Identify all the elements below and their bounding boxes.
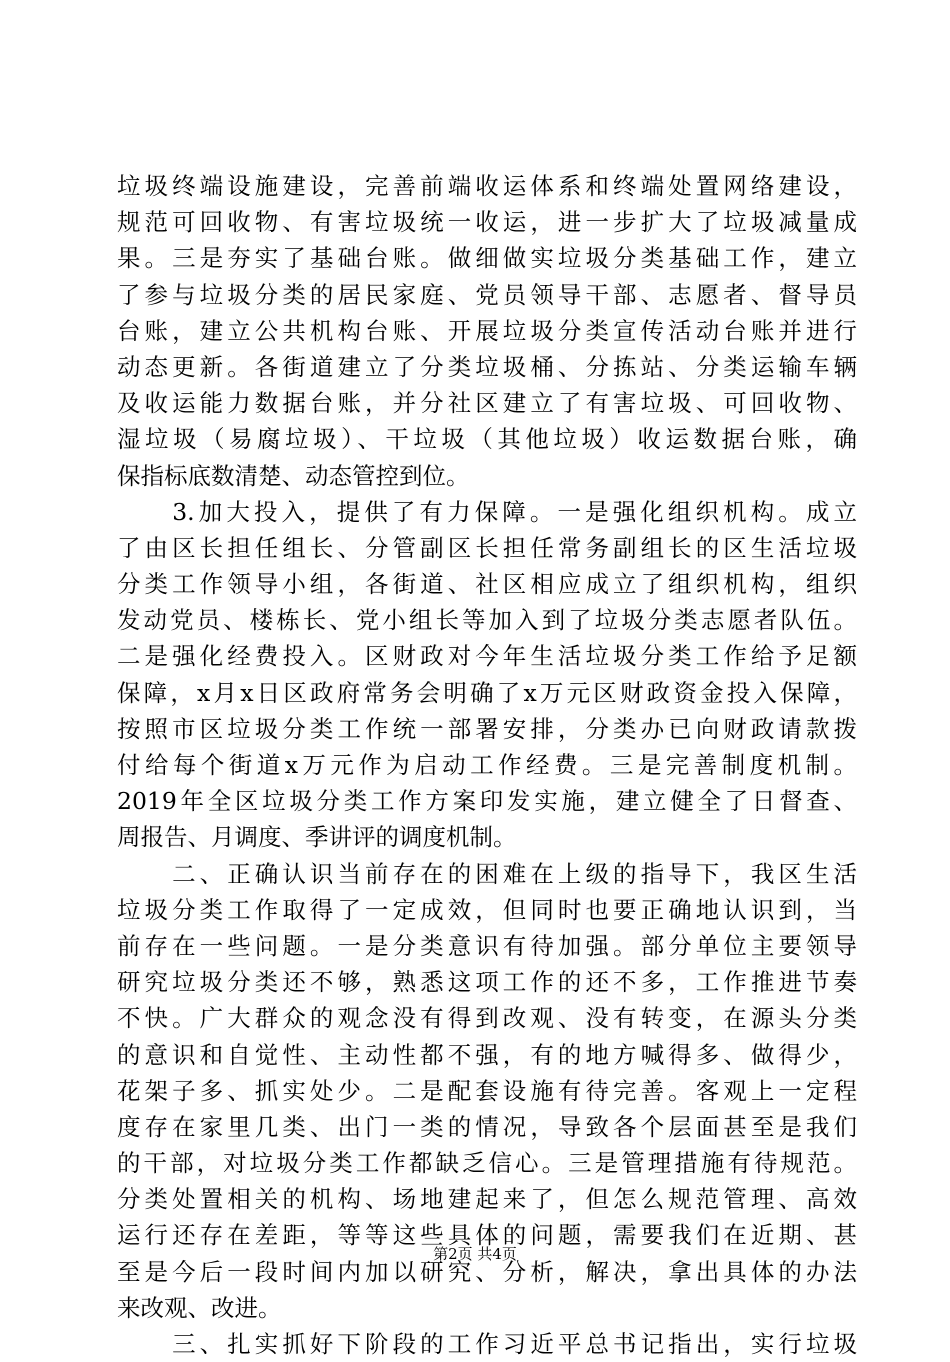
text-line: 果。三是夯实了基础台账。做细做实垃圾分类基础工作，建立: [117, 244, 857, 273]
text-line: 二、正确认识当前存在的困难在上级的指导下，我区生活: [117, 859, 857, 888]
text-line: 保指标底数清楚、动态管控到位。: [117, 461, 470, 490]
text-line: 前存在一些问题。一是分类意识有待加强。部分单位主要领导: [117, 931, 857, 960]
text-line: 按照市区垃圾分类工作统一部署安排，分类办已向财政请款拨: [117, 714, 857, 743]
text-line: 的干部，对垃圾分类工作都缺乏信心。三是管理措施有待规范。: [117, 1149, 857, 1178]
text-line: 的意识和自觉性、主动性都不强，有的地方喊得多、做得少，: [117, 1040, 857, 1069]
text-line: 花架子多、抓实处少。二是配套设施有待完善。客观上一定程: [117, 1076, 857, 1105]
text-line: 了由区长担任组长、分管副区长担任常务副组长的区生活垃圾: [117, 533, 857, 562]
text-line: 运行还存在差距，等等这些具体的问题，需要我们在近期、甚: [117, 1221, 857, 1250]
document-body: [117, 168, 857, 1362]
text-line: 二是强化经费投入。区财政对今年生活垃圾分类工作给予足额: [117, 642, 857, 671]
text-line: 不快。广大群众的观念没有得到改观、没有转变，在源头分类: [117, 1004, 857, 1033]
text-line: 湿垃圾（易腐垃圾）、干垃圾（其他垃圾）收运数据台账，确: [117, 425, 857, 454]
text-line: 分类工作领导小组，各街道、社区相应成立了组织机构，组织: [117, 570, 857, 599]
text-line: 垃圾分类工作取得了一定成效，但同时也要正确地认识到，当: [117, 895, 857, 924]
text-line: 周报告、月调度、季讲评的调度机制。: [117, 823, 517, 852]
text-line: 度存在家里几类、出门一类的情况，导致各个层面甚至是我们: [117, 1112, 857, 1141]
text-line: 规范可回收物、有害垃圾统一收运，进一步扩大了垃圾减量成: [117, 208, 857, 237]
text-line: 保障，x月x日区政府常务会明确了x万元区财政资金投入保障，: [117, 678, 857, 707]
text-line: 了参与垃圾分类的居民家庭、党员领导干部、志愿者、督导员: [117, 280, 857, 309]
text-line: 动态更新。各街道建立了分类垃圾桶、分拣站、分类运输车辆: [117, 352, 857, 381]
text-line: 三、扎实抓好下阶段的工作习近平总书记指出，实行垃圾: [117, 1330, 857, 1358]
text-line: 2019年全区垃圾分类工作方案印发实施，建立健全了日督查、: [117, 787, 857, 816]
text-line: 研究垃圾分类还不够，熟悉这项工作的还不多，工作推进节奏: [117, 968, 857, 997]
text-line: 台账，建立公共机构台账、开展垃圾分类宣传活动台账并进行: [117, 316, 857, 345]
text-line: 3.加大投入，提供了有力保障。一是强化组织机构。成立: [117, 497, 857, 526]
text-line: 至是今后一段时间内加以研究、分析，解决，拿出具体的办法: [117, 1257, 857, 1286]
text-line: 发动党员、楼栋长、党小组长等加入到了垃圾分类志愿者队伍。: [117, 606, 857, 635]
page-footer: 第2页 共4页: [433, 1245, 517, 1263]
text-line: 付给每个街道x万元作为启动工作经费。三是完善制度机制。: [117, 751, 857, 779]
text-line: 及收运能力数据台账，并分社区建立了有害垃圾、可回收物、: [117, 389, 857, 418]
text-line: 分类处置相关的机构、场地建起来了，但怎么规范管理、高效: [117, 1185, 857, 1214]
text-line: 垃圾终端设施建设，完善前端收运体系和终端处置网络建设，: [117, 172, 857, 200]
text-line: 来改观、改进。: [117, 1293, 282, 1322]
